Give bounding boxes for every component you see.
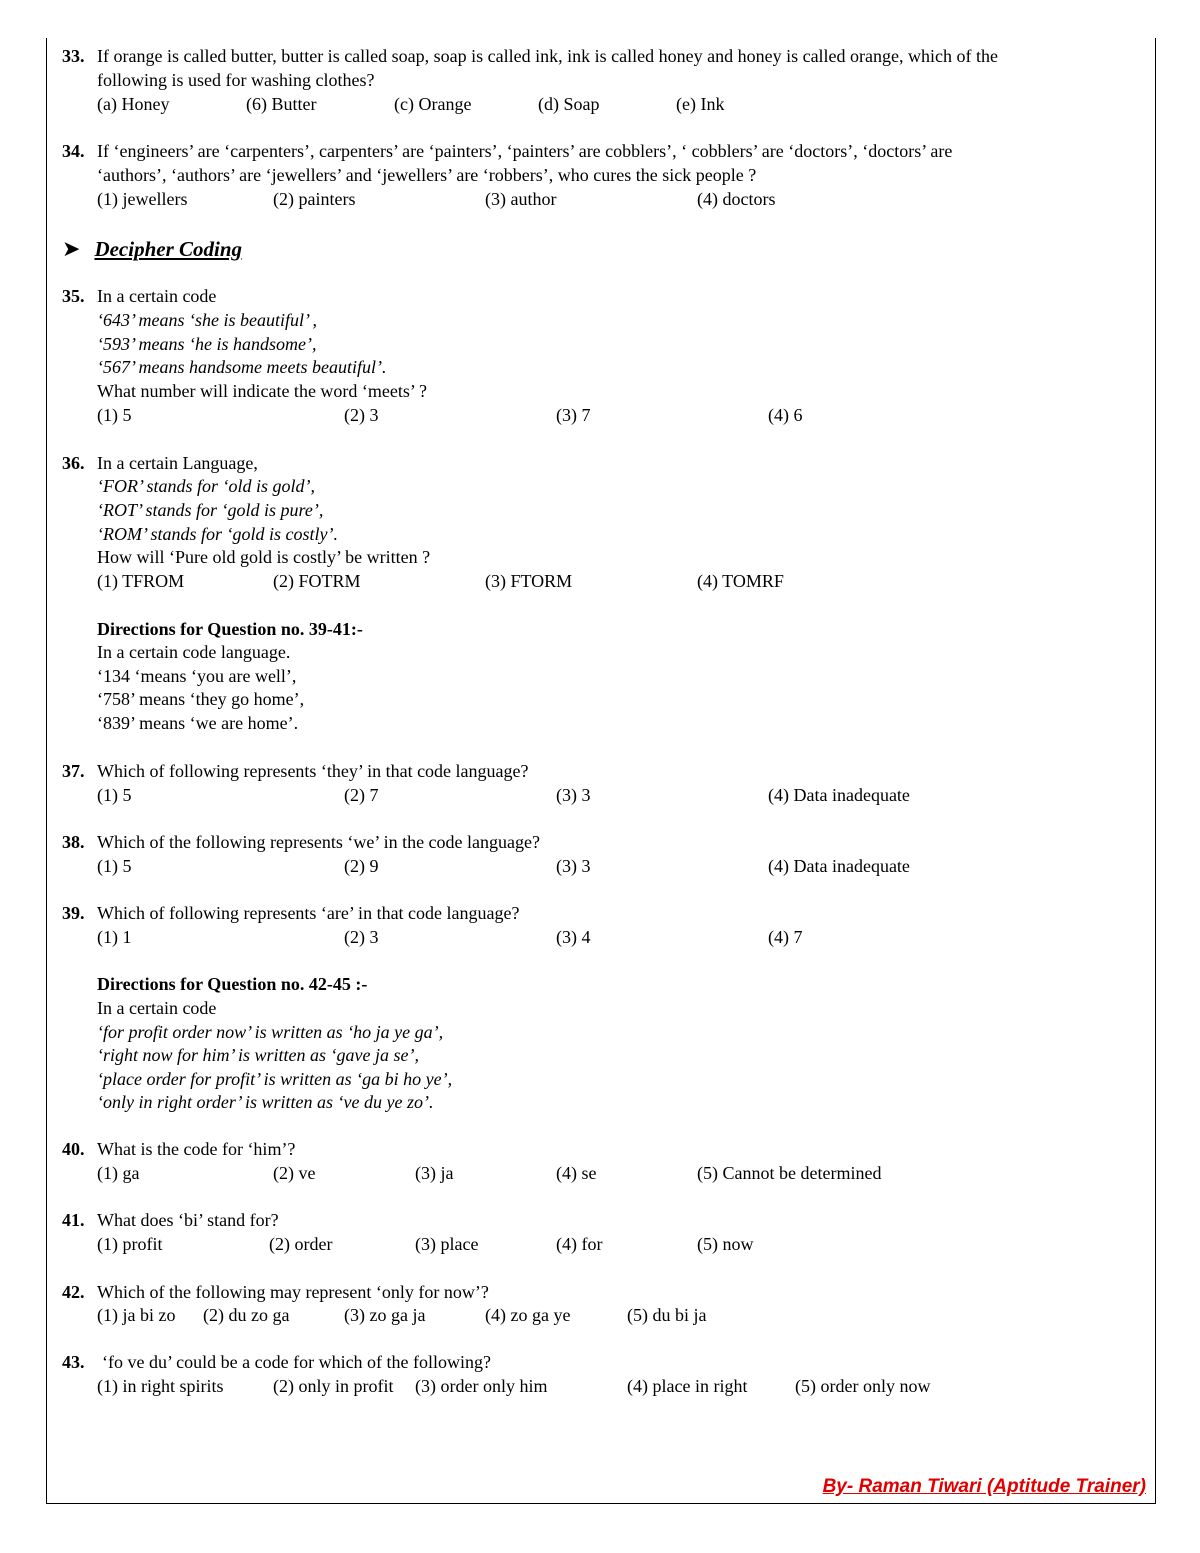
question-text: In a certain Language, (97, 453, 258, 473)
directions-text: ‘839’ means ‘we are home’. (97, 713, 299, 733)
option: (4) Data inadequate (768, 785, 910, 805)
code-example: ‘593’ means ‘he is handsome’, (97, 334, 317, 354)
question-number: 42. (62, 1282, 85, 1302)
option: (1) 1 (97, 927, 132, 947)
option: (2) 3 (344, 927, 379, 947)
option: (5) Cannot be determined (697, 1163, 882, 1183)
option: (1) in right spirits (97, 1376, 224, 1396)
option: (3) 4 (556, 927, 591, 947)
option: (2) 7 (344, 785, 379, 805)
option: (4) Data inadequate (768, 856, 910, 876)
option: (3) 3 (556, 785, 591, 805)
option: (2) only in profit (273, 1376, 394, 1396)
question-text: Which of the following may represent ‘only for now’? (97, 1282, 489, 1302)
option: (3) 3 (556, 856, 591, 876)
question-text: What does ‘bi’ stand for? (97, 1210, 279, 1230)
question-text: What number will indicate the word ‘meets’ ? (97, 381, 428, 401)
section-heading (62, 236, 242, 262)
code-example: ‘ROT’ stands for ‘gold is pure’, (97, 500, 324, 520)
code-example: ‘for profit order now’ is written as ‘ho ja ye ga’, (97, 1022, 444, 1042)
option: (4) se (556, 1163, 597, 1183)
option: (1) ja bi zo (97, 1305, 176, 1325)
question-number: 36. (62, 453, 85, 473)
option: (2) order (269, 1234, 333, 1254)
option: (1) 5 (97, 856, 132, 876)
question-text: following is used for washing clothes? (97, 70, 375, 90)
question-number: 34. (62, 141, 85, 161)
directions-text: In a certain code (97, 998, 217, 1018)
question-number: 37. (62, 761, 85, 781)
question-number: 33. (62, 46, 85, 66)
option: (4) for (556, 1234, 603, 1254)
option: (2) 9 (344, 856, 379, 876)
question-text: If ‘engineers’ are ‘carpenters’, carpenters’ are ‘painters’, ‘painters’ are cobblers’, ‘ cobblers’ are ‘doctors’, ‘doctors’ are (97, 141, 953, 161)
directions-title: Directions for Question no. 39-41:- (97, 619, 363, 639)
directions-text: ‘134 ‘means ‘you are well’, (97, 666, 297, 686)
option: (3) zo ga ja (344, 1305, 426, 1325)
option: (3) 7 (556, 405, 591, 425)
option: (1) jewellers (97, 189, 188, 209)
code-example: ‘place order for profit’ is written as ‘ga bi ho ye’, (97, 1069, 453, 1089)
option: (5) du bi ja (627, 1305, 707, 1325)
option: (5) order only now (795, 1376, 931, 1396)
option: (4) place in right (627, 1376, 748, 1396)
question-text: ‘authors’, ‘authors’ are ‘jewellers’ and ‘jewellers’ are ‘robbers’, who cures the sick people ? (97, 165, 757, 185)
directions-text: ‘758’ means ‘they go home’, (97, 689, 305, 709)
code-example: ‘567’ means handsome meets beautiful’. (97, 357, 387, 377)
option: (3) place (415, 1234, 479, 1254)
option: (2) 3 (344, 405, 379, 425)
option: (1) ga (97, 1163, 140, 1183)
section-title: Decipher Coding (94, 236, 243, 261)
option: (1) 5 (97, 405, 132, 425)
option: (3) order only him (415, 1376, 548, 1396)
option: (6) Butter (246, 94, 317, 114)
question-text: What is the code for ‘him’? (97, 1139, 296, 1159)
code-example: ‘FOR’ stands for ‘old is gold’, (97, 476, 315, 496)
option: (4) doctors (697, 189, 776, 209)
option: (4) 7 (768, 927, 803, 947)
option: (3) FTORM (485, 571, 573, 591)
option: (2) FOTRM (273, 571, 361, 591)
question-number: 40. (62, 1139, 85, 1159)
option: (4) 6 (768, 405, 803, 425)
question-text: Which of the following represents ‘we’ in the code language? (97, 832, 540, 852)
question-number: 39. (62, 903, 85, 923)
option: (5) now (697, 1234, 754, 1254)
author-credit: By- Raman Tiwari (Aptitude Trainer) (822, 1476, 1146, 1497)
question-number: 38. (62, 832, 85, 852)
option: (a) Honey (97, 94, 170, 114)
option: (2) ve (273, 1163, 316, 1183)
arrow-bullet-icon: ➤ (62, 236, 81, 261)
option: (d) Soap (538, 94, 600, 114)
option: (c) Orange (394, 94, 472, 114)
option: (e) Ink (676, 94, 725, 114)
directions-title: Directions for Question no. 42-45 :- (97, 974, 368, 994)
question-text: In a certain code (97, 286, 217, 306)
question-number: 43. (62, 1352, 85, 1372)
question-text: Which of following represents ‘they’ in that code language? (97, 761, 529, 781)
option: (1) 5 (97, 785, 132, 805)
question-text: Which of following represents ‘are’ in that code language? (97, 903, 520, 923)
question-number: 41. (62, 1210, 85, 1230)
code-example: ‘only in right order’ is written as ‘ve du ye zo’. (97, 1092, 434, 1112)
question-text: ‘fo ve du’ could be a code for which of the following? (102, 1352, 492, 1372)
question-number: 35. (62, 286, 85, 306)
option: (3) author (485, 189, 557, 209)
option: (1) TFROM (97, 571, 185, 591)
code-example: ‘643’ means ‘she is beautiful’ , (97, 310, 317, 330)
option: (4) TOMRF (697, 571, 784, 591)
directions-text: In a certain code language. (97, 642, 291, 662)
option: (1) profit (97, 1234, 163, 1254)
question-text: How will ‘Pure old gold is costly’ be written ? (97, 547, 431, 567)
option: (3) ja (415, 1163, 454, 1183)
question-text: If orange is called butter, butter is called soap, soap is called ink, ink is called honey and honey is called orange, which of the (97, 46, 998, 66)
code-example: ‘ROM’ stands for ‘gold is costly’. (97, 524, 338, 544)
option: (2) du zo ga (203, 1305, 290, 1325)
option: (2) painters (273, 189, 356, 209)
code-example: ‘right now for him’ is written as ‘gave ja se’, (97, 1045, 419, 1065)
option: (4) zo ga ye (485, 1305, 571, 1325)
